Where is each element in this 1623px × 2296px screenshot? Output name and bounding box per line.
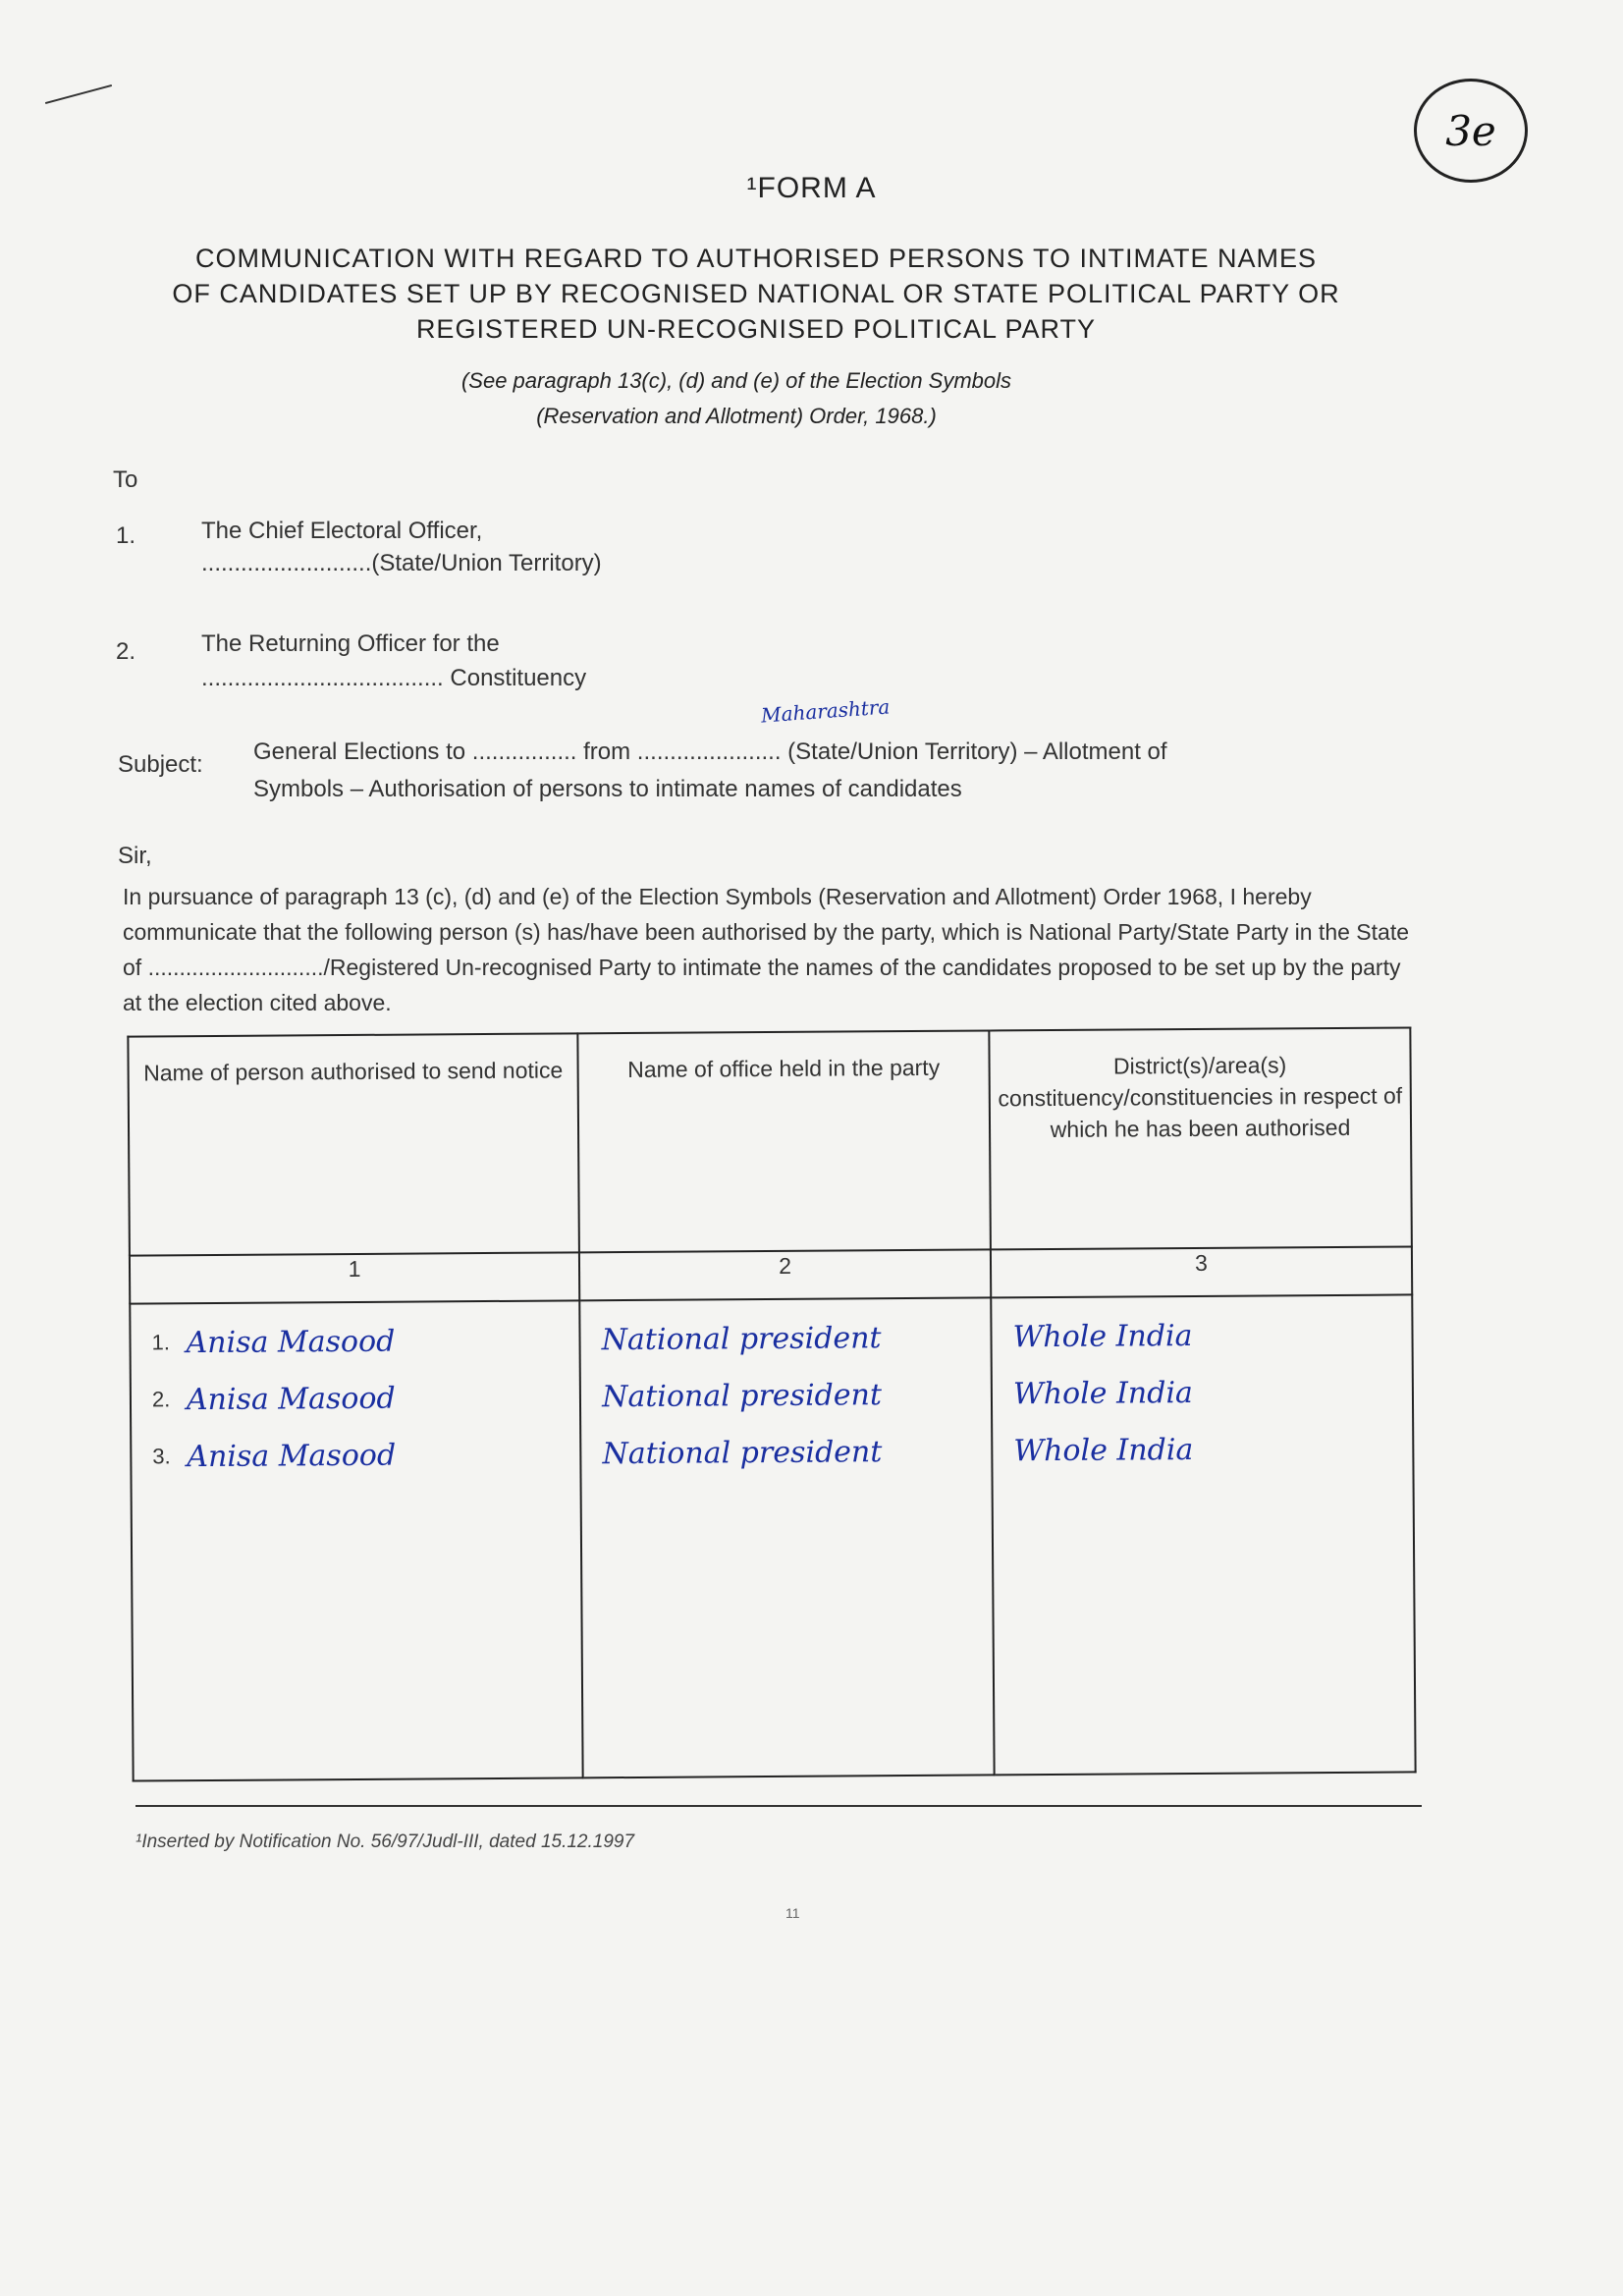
addressee-number: 1. <box>116 522 136 549</box>
office-held: National president <box>602 1377 883 1414</box>
office-held: National president <box>602 1434 883 1471</box>
salutation: Sir, <box>118 843 152 869</box>
handwritten-state: Maharashtra <box>760 694 892 728</box>
table-header-row <box>128 1027 1412 1255</box>
body-paragraph: In pursuance of paragraph 13 (c), (d) and (e) of the Election Symbols (Reservation and Allotment) Order 1968, I hereby communicate that the following person (s) has/have been authorised by the party, which is National Party/State Party in the State of ............................/Registered Un-recognised Party to intimate the names of the candidates proposed to be set up by the party at the election cited above. <box>123 884 1410 1015</box>
subject-text: General Elections to ................ from ...................... (State/Union Territory) – Allotment of <box>253 738 1167 765</box>
person-name: Anisa Masood <box>186 1381 396 1417</box>
to-label: To <box>113 466 138 493</box>
row-index: 3. <box>152 1444 171 1469</box>
table-row <box>133 1425 579 1485</box>
row-index: 2. <box>151 1387 171 1412</box>
addressee-line: ..........................(State/Union Territory) <box>201 550 602 576</box>
authorised-area: Whole India <box>1013 1432 1194 1468</box>
form-title: ¹FORM A <box>746 172 877 204</box>
column-number: 3 <box>991 1246 1412 1297</box>
table-row <box>133 1368 579 1428</box>
column-number: 2 <box>579 1249 991 1300</box>
offices-cell <box>579 1297 994 1777</box>
authorised-area: Whole India <box>1012 1375 1194 1411</box>
authorised-persons-table <box>127 1026 1416 1781</box>
addressee-line: The Chief Electoral Officer, <box>201 518 483 544</box>
subject-label: Subject: <box>118 751 203 778</box>
column-header: Name of office held in the party <box>578 1030 991 1252</box>
addressee-line: The Returning Officer for the <box>201 630 500 657</box>
pen-stroke-mark <box>45 84 112 104</box>
areas-cell <box>991 1294 1415 1775</box>
table-row <box>132 1311 578 1371</box>
reference-note <box>295 363 1178 434</box>
handwritten-page-number: 3e <box>1414 79 1528 183</box>
authorised-area: Whole India <box>1012 1318 1193 1354</box>
person-name: Anisa Masood <box>186 1324 396 1360</box>
heading-line: REGISTERED UN-RECOGNISED POLITICAL PARTY <box>415 314 1097 344</box>
form-heading <box>157 241 1355 347</box>
table-body-row <box>130 1294 1415 1780</box>
column-number: 1 <box>130 1252 580 1303</box>
footnote-divider <box>135 1805 1422 1807</box>
page-mark: 11 <box>785 1905 800 1921</box>
footnote: ¹Inserted by Notification No. 56/97/Judl-III, dated 15.12.1997 <box>135 1831 635 1852</box>
column-header: Name of person authorised to send notice <box>128 1033 579 1255</box>
addressee-line: ..................................... Constituency <box>201 665 587 691</box>
heading-line: OF CANDIDATES SET UP BY RECOGNISED NATIONAL OR STATE POLITICAL PARTY OR <box>172 279 1340 308</box>
row-index: 1. <box>151 1330 170 1355</box>
office-held: National president <box>601 1320 882 1357</box>
person-name: Anisa Masood <box>187 1438 397 1474</box>
addressee-number: 2. <box>116 638 136 665</box>
heading-line: COMMUNICATION WITH REGARD TO AUTHORISED PERSONS TO INTIMATE NAMES <box>194 244 1318 273</box>
column-header: District(s)/area(s) constituency/constituencies in respect of which he has been authorised <box>989 1027 1412 1249</box>
names-cell <box>130 1300 583 1780</box>
reference-line: (See paragraph 13(c), (d) and (e) of the Election Symbols <box>460 368 1012 393</box>
subject-text: Symbols – Authorisation of persons to intimate names of candidates <box>253 776 962 802</box>
reference-line: (Reservation and Allotment) Order, 1968.) <box>536 404 937 428</box>
